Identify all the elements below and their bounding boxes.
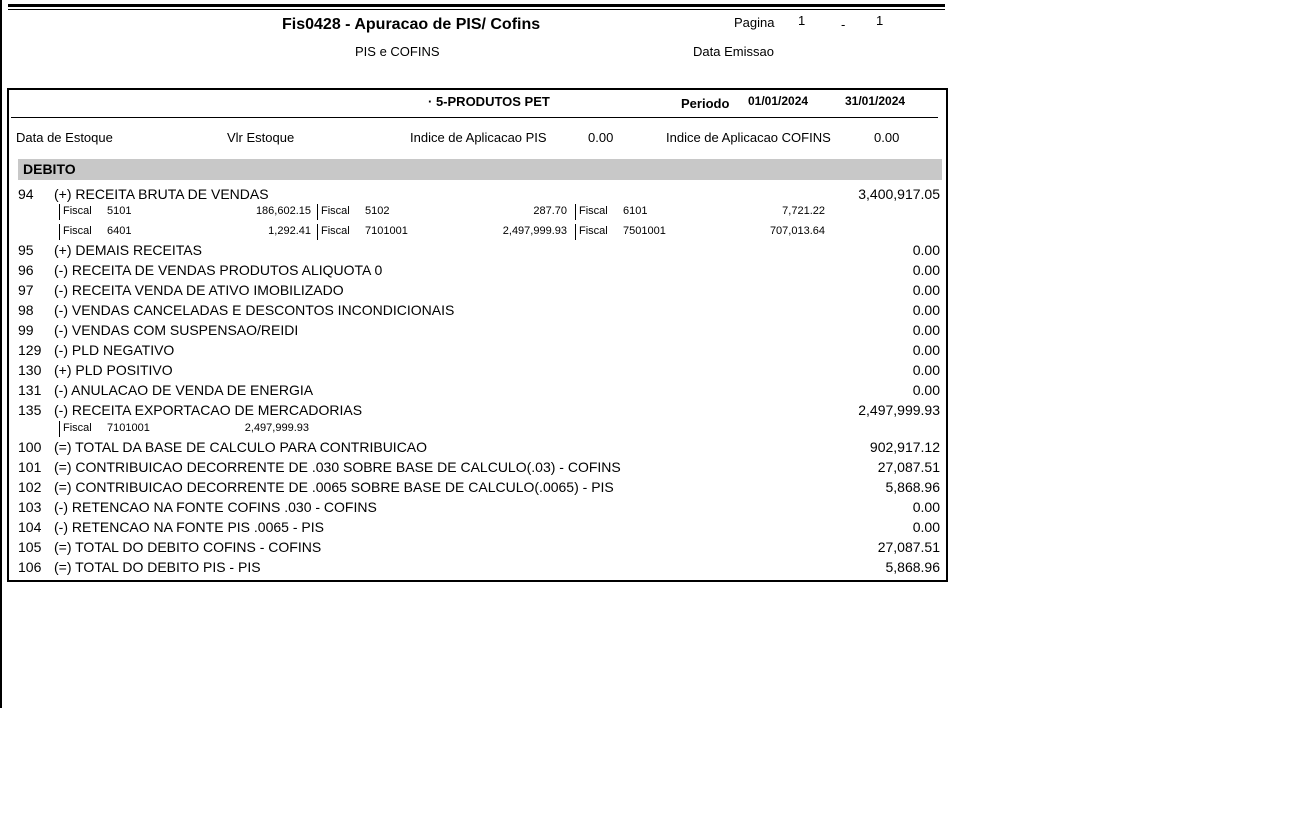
fiscal-cfop: 5101 xyxy=(107,205,132,217)
fiscal-entry xyxy=(575,224,825,240)
fiscal-label: Fiscal xyxy=(63,422,92,434)
fiscal-cfop: 6101 xyxy=(623,205,648,217)
table-row xyxy=(18,262,940,282)
row-value: 0.00 xyxy=(912,519,940,535)
fiscal-entry-bar xyxy=(575,224,576,240)
row-value: 0.00 xyxy=(912,499,940,515)
fiscal-value: 7,721.22 xyxy=(782,205,825,217)
fiscal-entry xyxy=(59,421,309,437)
fiscal-value: 186,602.15 xyxy=(255,205,311,217)
fiscal-value: 287.70 xyxy=(533,205,567,217)
top-border-rule xyxy=(8,4,945,7)
row-description: (-) RECEITA VENDA DE ATIVO IMOBILIZADO xyxy=(54,282,344,298)
row-description: (-) VENDAS CANCELADAS E DESCONTOS INCONDICIONAIS xyxy=(54,302,455,318)
periodo-label: Periodo xyxy=(681,96,730,111)
row-description: (-) PLD NEGATIVO xyxy=(54,342,175,358)
periodo-fim: 31/01/2024 xyxy=(845,94,906,108)
row-value: 902,917.12 xyxy=(869,439,940,455)
data-emissao-label: Data Emissao xyxy=(693,44,774,59)
row-code: 95 xyxy=(18,242,34,258)
debito-section-band xyxy=(18,159,942,180)
fiscal-value: 2,497,999.93 xyxy=(244,422,309,434)
row-code: 102 xyxy=(18,479,42,495)
row-code: 104 xyxy=(18,519,42,535)
fiscal-label: Fiscal xyxy=(63,225,92,237)
row-code: 94 xyxy=(18,186,34,202)
row-code: 96 xyxy=(18,262,34,278)
table-row xyxy=(18,402,940,422)
fiscal-label: Fiscal xyxy=(579,205,608,217)
row-value: 0.00 xyxy=(912,342,940,358)
row-code: 103 xyxy=(18,499,42,515)
row-description: (=) CONTRIBUICAO DECORRENTE DE .030 SOBRE BASE DE CALCULO(.03) - COFINS xyxy=(54,459,621,475)
fiscal-entry xyxy=(59,224,311,240)
table-row xyxy=(18,282,940,302)
fiscal-entry xyxy=(317,224,567,240)
row-description: (+) RECEITA BRUTA DE VENDAS xyxy=(54,186,269,202)
table-row xyxy=(18,342,940,362)
row-value: 2,497,999.93 xyxy=(858,402,940,418)
table-row xyxy=(18,559,940,579)
table-row xyxy=(18,382,940,402)
table-row xyxy=(18,479,940,499)
row-value: 0.00 xyxy=(912,322,940,338)
fiscal-entry-bar xyxy=(317,204,318,220)
table-row xyxy=(18,322,940,342)
row-value: 3,400,917.05 xyxy=(858,186,940,202)
row-description: (=) TOTAL DO DEBITO COFINS - COFINS xyxy=(54,539,322,555)
indice-cofins-value: 0.00 xyxy=(874,130,900,145)
fiscal-cfop: 6401 xyxy=(107,225,132,237)
fiscal-entry-bar xyxy=(575,204,576,220)
row-value: 27,087.51 xyxy=(877,539,940,555)
fiscal-label: Fiscal xyxy=(579,225,608,237)
fiscal-entry xyxy=(575,204,825,220)
row-value: 27,087.51 xyxy=(877,459,940,475)
indice-pis-label: Indice de Aplicacao PIS xyxy=(410,130,547,145)
fiscal-label: Fiscal xyxy=(63,205,92,217)
row-code: 97 xyxy=(18,282,34,298)
row-value: 5,868.96 xyxy=(885,559,940,575)
periodo-inicio: 01/01/2024 xyxy=(748,94,809,108)
row-value: 0.00 xyxy=(912,302,940,318)
row-value: 0.00 xyxy=(912,262,940,278)
row-code: 130 xyxy=(18,362,42,378)
pagina-total: 1 xyxy=(876,13,884,28)
fiscal-cfop: 7101001 xyxy=(107,422,150,434)
table-row xyxy=(18,439,940,459)
row-value: 5,868.96 xyxy=(885,479,940,495)
row-description: (-) RETENCAO NA FONTE COFINS .030 - COFINS xyxy=(54,499,377,515)
fiscal-entry xyxy=(59,204,311,220)
row-description: (-) RECEITA EXPORTACAO DE MERCADORIAS xyxy=(54,402,363,418)
vlr-estoque-label: Vlr Estoque xyxy=(227,130,295,145)
top-border-rule-thin xyxy=(8,9,945,10)
row-code: 105 xyxy=(18,539,42,555)
table-row xyxy=(18,519,940,539)
row-description: (-) RETENCAO NA FONTE PIS .0065 - PIS xyxy=(54,519,324,535)
row-description: (-) VENDAS COM SUSPENSAO/REIDI xyxy=(54,322,299,338)
row-description: (+) DEMAIS RECEITAS xyxy=(54,242,202,258)
fiscal-value: 1,292.41 xyxy=(268,225,311,237)
report-subtitle: PIS e COFINS xyxy=(355,44,440,59)
table-row xyxy=(18,186,940,206)
fiscal-label: Fiscal xyxy=(321,205,350,217)
row-code: 99 xyxy=(18,322,34,338)
row-value: 0.00 xyxy=(912,242,940,258)
row-description: (=) TOTAL DO DEBITO PIS - PIS xyxy=(54,559,261,575)
fiscal-entry-bar xyxy=(59,421,60,437)
pagina-separator: - xyxy=(841,17,846,32)
fiscal-label: Fiscal xyxy=(321,225,350,237)
table-row xyxy=(18,302,940,322)
fiscal-entry-bar xyxy=(317,224,318,240)
row-value: 0.00 xyxy=(912,282,940,298)
row-description: (+) PLD POSITIVO xyxy=(54,362,173,378)
row-description: (-) RECEITA DE VENDAS PRODUTOS ALIQUOTA 0 xyxy=(54,262,383,278)
header-divider xyxy=(11,117,938,118)
fiscal-value: 2,497,999.93 xyxy=(502,225,567,237)
fiscal-value: 707,013.64 xyxy=(769,225,825,237)
row-code: 98 xyxy=(18,302,34,318)
fiscal-entry xyxy=(317,204,567,220)
empresa-text: 5-PRODUTOS PET xyxy=(435,94,550,109)
row-value: 0.00 xyxy=(912,362,940,378)
row-code: 106 xyxy=(18,559,42,575)
left-border-rule xyxy=(0,0,2,708)
table-row xyxy=(18,499,940,519)
data-estoque-label: Data de Estoque xyxy=(16,130,113,145)
fiscal-cfop: 7501001 xyxy=(623,225,666,237)
row-code: 100 xyxy=(18,439,42,455)
empresa-name: · 5-PRODUTOS PET xyxy=(428,94,550,109)
row-code: 131 xyxy=(18,382,42,398)
pagina-number: 1 xyxy=(798,13,806,28)
row-code: 129 xyxy=(18,342,42,358)
table-row xyxy=(18,459,940,479)
row-code: 101 xyxy=(18,459,42,475)
table-row xyxy=(18,362,940,382)
table-row xyxy=(18,242,940,262)
fiscal-entry-bar xyxy=(59,224,60,240)
report-title: Fis0428 - Apuracao de PIS/ Cofins xyxy=(282,16,541,33)
fiscal-cfop: 7101001 xyxy=(365,225,408,237)
indice-cofins-label: Indice de Aplicacao COFINS xyxy=(666,130,831,145)
row-code: 135 xyxy=(18,402,42,418)
fiscal-entry-bar xyxy=(59,204,60,220)
row-description: (=) CONTRIBUICAO DECORRENTE DE .0065 SOBRE BASE DE CALCULO(.0065) - PIS xyxy=(54,479,614,495)
row-description: (=) TOTAL DA BASE DE CALCULO PARA CONTRIBUICAO xyxy=(54,439,428,455)
pagina-label: Pagina xyxy=(734,15,775,30)
debito-section-label: DEBITO xyxy=(23,161,76,177)
fiscal-cfop: 5102 xyxy=(365,205,390,217)
row-description: (-) ANULACAO DE VENDA DE ENERGIA xyxy=(54,382,314,398)
row-value: 0.00 xyxy=(912,382,940,398)
table-row xyxy=(18,539,940,559)
indice-pis-value: 0.00 xyxy=(588,130,614,145)
